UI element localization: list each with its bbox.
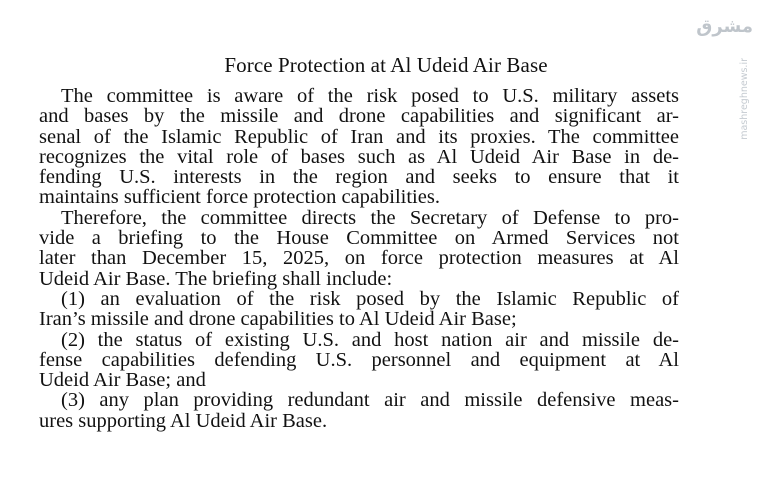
paragraph-1-line-2: and bases by the missile and drone capabilities and significant ar- bbox=[39, 105, 679, 128]
paragraph-1-line-1: The committee is aware of the risk posed to U.S. military assets bbox=[61, 85, 679, 107]
watermark bbox=[696, 12, 756, 140]
paragraph-2-line-3: later than December 15, 2025, on force protection measures at Al bbox=[39, 247, 679, 270]
paragraph-2-line-2: vide a briefing to the House Committee on Armed Services not bbox=[39, 227, 679, 250]
list-item-1-line-2: Iran’s missile and drone capabilities to Al Udeid Air Base; bbox=[39, 308, 517, 331]
document-title: Force Protection at Al Udeid Air Base bbox=[224, 53, 548, 77]
paragraph-2-line-1: Therefore, the committee directs the Secretary of Defense to pro- bbox=[61, 206, 679, 229]
list-item-1-line-1: (1) an evaluation of the risk posed by the Islamic Republic of bbox=[61, 287, 679, 310]
list-item-3-line-1: (3) any plan providing redundant air and missile defensive meas- bbox=[61, 389, 679, 412]
list-item-2-line-1: (2) the status of existing U.S. and host nation air and missile de- bbox=[61, 328, 679, 351]
list-item-3-line-2: ures supporting Al Udeid Air Base. bbox=[39, 409, 328, 432]
watermark-logo: مشرق bbox=[696, 16, 753, 37]
paragraph-1-line-4: recognizes the vital role of bases such as Al Udeid Air Base in de- bbox=[39, 145, 679, 168]
paragraph-1-line-5: fending U.S. interests in the region and seeks to ensure that it bbox=[39, 166, 679, 189]
watermark-site-text: mashreghnews.ir bbox=[739, 58, 750, 140]
paragraph-1-line-3: senal of the Islamic Republic of Iran and its proxies. The committee bbox=[39, 125, 679, 148]
list-item-2-line-2: fense capabilities defending U.S. personnel and equipment at Al bbox=[39, 348, 679, 371]
document-body bbox=[39, 86, 679, 431]
list-item-2-line-3: Udeid Air Base; and bbox=[39, 369, 206, 392]
paragraph-1-line-6: maintains sufficient force protection capabilities. bbox=[39, 186, 440, 209]
paragraph-2-line-4: Udeid Air Base. The briefing shall include: bbox=[39, 267, 393, 290]
